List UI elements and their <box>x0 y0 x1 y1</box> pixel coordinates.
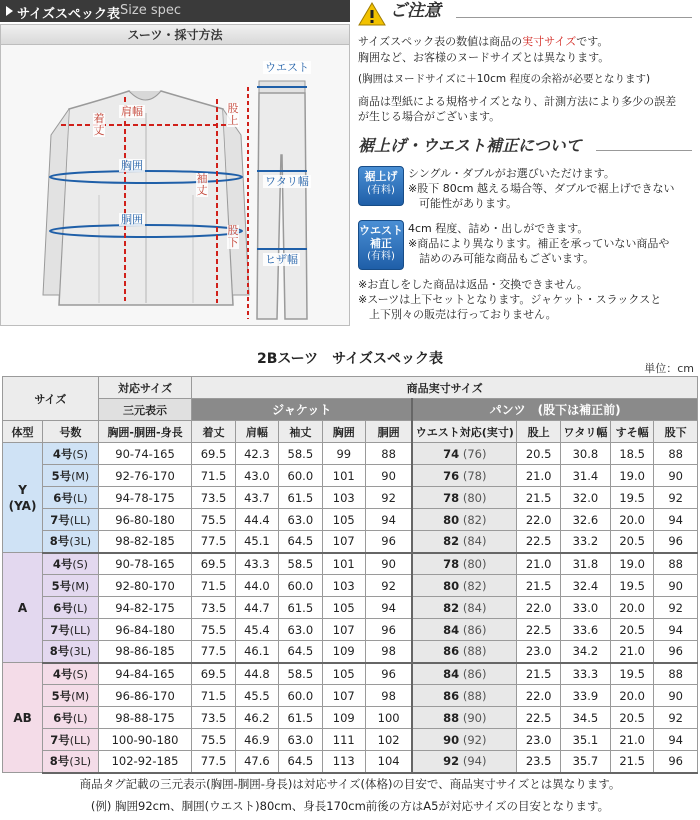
table-row <box>3 685 698 707</box>
cell-katahaba: 46.9 <box>235 729 278 751</box>
size-number: 6号(L) <box>43 597 99 619</box>
cell-watari: 33.2 <box>560 531 610 553</box>
table-row <box>3 487 698 509</box>
cell-susohaba: 21.0 <box>610 641 653 663</box>
unit-label: 単位：cm <box>644 362 694 375</box>
cell-kitake: 69.5 <box>192 663 235 685</box>
cell-yukitake: 60.0 <box>279 465 322 487</box>
warning-icon <box>358 2 386 26</box>
waist-adjust-text-3: 詰めのみ可能な商品もございます。 <box>408 252 595 265</box>
jacket-back-illustration <box>43 91 249 305</box>
cell-yukitake: 63.0 <box>279 619 322 641</box>
cell-waist: 82 (84) <box>412 597 517 619</box>
cell-susohaba: 20.5 <box>610 619 653 641</box>
cell-waist: 76 (78) <box>412 465 517 487</box>
cell-matagami: 21.5 <box>517 663 560 685</box>
th-jissun: 商品実寸サイズ <box>192 377 698 399</box>
table-row <box>3 465 698 487</box>
cell-matashita: 94 <box>654 619 698 641</box>
cell-watari: 31.8 <box>560 553 610 575</box>
label-yukitake: 袖丈 <box>196 172 208 197</box>
cell-waist: 78 (80) <box>412 487 517 509</box>
cell-matagami: 21.5 <box>517 487 560 509</box>
waist-adjust-badge: ウエスト 補正 (有料) <box>358 220 404 270</box>
cell-waist: 86 (88) <box>412 685 517 707</box>
cell-yukitake: 64.5 <box>279 641 322 663</box>
cell-sangen: 92-80-170 <box>98 575 192 597</box>
table-row <box>3 641 698 663</box>
th-col-4: 胴囲 <box>365 421 412 443</box>
hemming-badge: 裾上げ (有料) <box>358 166 404 206</box>
cell-munemawari: 105 <box>322 509 365 531</box>
cell-matashita: 96 <box>654 641 698 663</box>
cell-matagami: 23.0 <box>517 641 560 663</box>
hemming-text-2: ※股下 80cm 越える場合等、ダブルで裾上げできない <box>408 182 675 195</box>
cell-matashita: 92 <box>654 707 698 729</box>
cell-susohaba: 20.5 <box>610 531 653 553</box>
cell-kitake: 77.5 <box>192 641 235 663</box>
cell-yukitake: 63.0 <box>279 509 322 531</box>
cell-susohaba: 19.0 <box>610 553 653 575</box>
size-number: 6号(L) <box>43 707 99 729</box>
th-col-3: 胸囲 <box>322 421 365 443</box>
pants-illustration <box>257 81 307 319</box>
cell-watari: 30.8 <box>560 443 610 465</box>
notice-p1: サイズスペック表の数値は商品の実寸サイズです。 <box>358 35 609 48</box>
cell-dosomawari: 92 <box>365 575 412 597</box>
cell-yukitake: 61.5 <box>279 487 322 509</box>
cell-munemawari: 107 <box>322 685 365 707</box>
th-col-9: 股下 <box>654 421 698 443</box>
table-row <box>3 619 698 641</box>
cell-munemawari: 105 <box>322 663 365 685</box>
cell-yukitake: 58.5 <box>279 663 322 685</box>
table-row <box>3 575 698 597</box>
th-col-1: 肩幅 <box>235 421 278 443</box>
header-title-jp: サイズスペック表 <box>17 7 120 22</box>
size-number: 6号(L) <box>43 487 99 509</box>
cell-sangen: 98-86-185 <box>98 641 192 663</box>
th-size: サイズ <box>3 377 99 421</box>
cell-waist: 80 (82) <box>412 575 517 597</box>
cell-matagami: 22.5 <box>517 531 560 553</box>
cell-katahaba: 45.4 <box>235 619 278 641</box>
cell-kitake: 75.5 <box>192 509 235 531</box>
cell-yukitake: 61.5 <box>279 597 322 619</box>
cell-kitake: 75.5 <box>192 729 235 751</box>
cell-dosomawari: 96 <box>365 531 412 553</box>
cell-katahaba: 43.3 <box>235 553 278 575</box>
notice-divider <box>456 17 692 18</box>
cell-munemawari: 101 <box>322 553 365 575</box>
cell-kitake: 71.5 <box>192 575 235 597</box>
cell-munemawari: 111 <box>322 729 365 751</box>
cell-dosomawari: 102 <box>365 729 412 751</box>
cell-susohaba: 20.5 <box>610 707 653 729</box>
cell-waist: 74 (76) <box>412 443 517 465</box>
cell-matagami: 21.5 <box>517 575 560 597</box>
cell-susohaba: 18.5 <box>610 443 653 465</box>
cell-waist: 82 (84) <box>412 531 517 553</box>
cell-watari: 33.3 <box>560 663 610 685</box>
cell-watari: 34.5 <box>560 707 610 729</box>
header-row-3 <box>3 421 698 443</box>
cell-sangen: 98-82-185 <box>98 531 192 553</box>
table-row <box>3 729 698 751</box>
cell-katahaba: 44.8 <box>235 663 278 685</box>
cell-waist: 84 (86) <box>412 619 517 641</box>
cell-yukitake: 60.0 <box>279 575 322 597</box>
cell-katahaba: 44.7 <box>235 597 278 619</box>
measurement-panel <box>0 24 350 326</box>
cell-matagami: 23.5 <box>517 751 560 773</box>
cell-watari: 32.0 <box>560 487 610 509</box>
notice-p6a: ※スーツは上下セットとなります。ジャケット・スラックスと <box>358 293 662 306</box>
cell-katahaba: 42.3 <box>235 443 278 465</box>
cell-sangen: 90-78-165 <box>98 553 192 575</box>
alteration-title: 裾上げ・ウエスト補正について <box>358 136 582 155</box>
cell-susohaba: 20.0 <box>610 597 653 619</box>
cell-munemawari: 99 <box>322 443 365 465</box>
size-number: 4号(S) <box>43 443 99 465</box>
cell-sangen: 94-78-175 <box>98 487 192 509</box>
label-watari: ワタリ幅 <box>265 175 309 188</box>
cell-munemawari: 107 <box>322 619 365 641</box>
cell-sangen: 96-80-180 <box>98 509 192 531</box>
cell-waist: 92 (94) <box>412 751 517 773</box>
th-col-5: ウエスト対応(実寸) <box>412 421 517 443</box>
waist-adjust-text-2: ※商品により異なります。補正を承っていない商品や <box>408 237 670 250</box>
cell-matagami: 22.0 <box>517 685 560 707</box>
th-pants: パンツ (股下は補正前) <box>412 399 697 421</box>
cell-watari: 34.2 <box>560 641 610 663</box>
cell-susohaba: 20.0 <box>610 685 653 707</box>
notice-p5: ※お直しをした商品は返品・交換できません。 <box>358 278 588 291</box>
table-row <box>3 553 698 575</box>
table-row <box>3 663 698 685</box>
table-row <box>3 509 698 531</box>
cell-katahaba: 44.0 <box>235 575 278 597</box>
cell-susohaba: 21.5 <box>610 751 653 773</box>
header-row-2 <box>3 399 698 421</box>
cell-susohaba: 19.5 <box>610 663 653 685</box>
notice-p4b: が生じる場合がございます。 <box>358 110 501 123</box>
table-row <box>3 597 698 619</box>
notice-p3: (胸囲はヌードサイズに＋10cm 程度の余裕が必要となります) <box>358 73 651 85</box>
cell-matashita: 94 <box>654 509 698 531</box>
cell-watari: 32.6 <box>560 509 610 531</box>
cell-waist: 88 (90) <box>412 707 517 729</box>
cell-katahaba: 44.4 <box>235 509 278 531</box>
table-row <box>3 751 698 773</box>
size-number: 4号(S) <box>43 663 99 685</box>
cell-matashita: 88 <box>654 663 698 685</box>
cell-yukitake: 63.0 <box>279 729 322 751</box>
hemming-text-3: 可能性があります。 <box>408 197 518 210</box>
cell-matagami: 22.5 <box>517 707 560 729</box>
th-mune-do-shin: 胸囲-胴囲-身長 <box>98 421 192 443</box>
cell-matagami: 21.0 <box>517 465 560 487</box>
cell-dosomawari: 104 <box>365 751 412 773</box>
notice-p2: 胸囲など、お客様のヌードサイズとは異なります。 <box>358 51 610 64</box>
cell-matashita: 96 <box>654 751 698 773</box>
cell-yukitake: 61.5 <box>279 707 322 729</box>
cell-dosomawari: 94 <box>365 597 412 619</box>
label-dosomawari: 胴囲 <box>121 213 143 226</box>
cell-sangen: 90-74-165 <box>98 443 192 465</box>
header-title-en: Size spec <box>120 3 181 18</box>
cell-munemawari: 109 <box>322 641 365 663</box>
cell-munemawari: 103 <box>322 487 365 509</box>
th-col-7: ワタリ幅 <box>560 421 610 443</box>
cell-waist: 84 (86) <box>412 663 517 685</box>
label-katahaba: 肩幅 <box>121 105 143 118</box>
play-arrow-icon <box>6 6 13 16</box>
cell-watari: 31.4 <box>560 465 610 487</box>
cell-susohaba: 20.0 <box>610 509 653 531</box>
notice-p1-highlight: 実寸サイズ <box>522 35 577 48</box>
cell-yukitake: 64.5 <box>279 751 322 773</box>
th-gousu: 号数 <box>43 421 99 443</box>
cell-matashita: 88 <box>654 443 698 465</box>
th-col-2: 袖丈 <box>279 421 322 443</box>
cell-kitake: 69.5 <box>192 553 235 575</box>
cell-matashita: 88 <box>654 553 698 575</box>
notice-title: ご注意 <box>390 1 441 21</box>
size-number: 5号(M) <box>43 685 99 707</box>
cell-watari: 33.9 <box>560 685 610 707</box>
cell-dosomawari: 88 <box>365 443 412 465</box>
spec-table-body <box>3 443 698 773</box>
cell-dosomawari: 96 <box>365 663 412 685</box>
label-kitake: 着丈 <box>93 112 105 137</box>
th-taiou: 対応サイズ <box>98 377 192 399</box>
cell-watari: 35.7 <box>560 751 610 773</box>
cell-matagami: 22.5 <box>517 619 560 641</box>
cell-sangen: 94-84-165 <box>98 663 192 685</box>
measurement-title: スーツ・採寸方法 <box>1 25 349 45</box>
cell-dosomawari: 94 <box>365 509 412 531</box>
th-taikei: 体型 <box>3 421 43 443</box>
cell-matashita: 90 <box>654 685 698 707</box>
cell-matashita: 92 <box>654 597 698 619</box>
cell-kitake: 71.5 <box>192 465 235 487</box>
cell-dosomawari: 90 <box>365 465 412 487</box>
notice-panel <box>356 0 696 330</box>
cell-munemawari: 109 <box>322 707 365 729</box>
cell-yukitake: 58.5 <box>279 443 322 465</box>
th-sangen: 三元表示 <box>98 399 192 421</box>
cell-dosomawari: 96 <box>365 619 412 641</box>
cell-watari: 35.1 <box>560 729 610 751</box>
th-col-8: すそ幅 <box>610 421 653 443</box>
cell-matagami: 22.0 <box>517 597 560 619</box>
cell-katahaba: 46.1 <box>235 641 278 663</box>
th-col-0: 着丈 <box>192 421 235 443</box>
cell-susohaba: 19.0 <box>610 465 653 487</box>
table-row <box>3 531 698 553</box>
cell-sangen: 98-88-175 <box>98 707 192 729</box>
alteration-divider <box>596 150 692 151</box>
cell-matashita: 96 <box>654 531 698 553</box>
cell-munemawari: 101 <box>322 465 365 487</box>
cell-watari: 32.4 <box>560 575 610 597</box>
cell-waist: 86 (88) <box>412 641 517 663</box>
cell-dosomawari: 90 <box>365 553 412 575</box>
cell-susohaba: 19.5 <box>610 575 653 597</box>
table-row <box>3 707 698 729</box>
cell-dosomawari: 98 <box>365 685 412 707</box>
cell-yukitake: 64.5 <box>279 531 322 553</box>
cell-dosomawari: 92 <box>365 487 412 509</box>
cell-kitake: 73.5 <box>192 597 235 619</box>
cell-katahaba: 43.0 <box>235 465 278 487</box>
cell-kitake: 71.5 <box>192 685 235 707</box>
waist-adjust-text-1: 4cm 程度、詰め・出しができます。 <box>408 222 589 235</box>
label-matashita: 股下 <box>227 224 239 249</box>
size-number: 4号(S) <box>43 553 99 575</box>
size-number: 8号(3L) <box>43 751 99 773</box>
header-bar <box>0 0 350 22</box>
cell-dosomawari: 100 <box>365 707 412 729</box>
cell-matagami: 20.5 <box>517 443 560 465</box>
size-number: 7号(LL) <box>43 509 99 531</box>
cell-waist: 90 (92) <box>412 729 517 751</box>
cell-matashita: 90 <box>654 465 698 487</box>
cell-katahaba: 47.6 <box>235 751 278 773</box>
label-hizahaba: ヒザ幅 <box>265 253 298 266</box>
cell-kitake: 73.5 <box>192 487 235 509</box>
cell-matagami: 21.0 <box>517 553 560 575</box>
group-label: A <box>3 553 43 663</box>
cell-sangen: 100-90-180 <box>98 729 192 751</box>
cell-munemawari: 113 <box>322 751 365 773</box>
header-row-1 <box>3 377 698 399</box>
cell-matashita: 94 <box>654 729 698 751</box>
table-row <box>3 443 698 465</box>
spec-table-title: 2Bスーツ サイズスペック表 <box>256 351 444 367</box>
group-label: AB <box>3 663 43 773</box>
cell-watari: 33.0 <box>560 597 610 619</box>
cell-sangen: 102-92-185 <box>98 751 192 773</box>
size-number: 5号(M) <box>43 465 99 487</box>
cell-kitake: 77.5 <box>192 751 235 773</box>
cell-waist: 80 (82) <box>412 509 517 531</box>
size-number: 5号(M) <box>43 575 99 597</box>
cell-waist: 78 (80) <box>412 553 517 575</box>
label-waist: ウエスト <box>265 61 309 74</box>
footnote-2: (例) 胸囲92cm、胴囲(ウエスト)80cm、身長170cm前後の方はA5が対応サイズの目安となります。 <box>90 799 610 813</box>
cell-watari: 33.6 <box>560 619 610 641</box>
cell-munemawari: 105 <box>322 597 365 619</box>
cell-munemawari: 103 <box>322 575 365 597</box>
notice-p6b: 上下別々の販売は行っておりません。 <box>358 308 557 321</box>
cell-sangen: 92-76-170 <box>98 465 192 487</box>
cell-matagami: 22.0 <box>517 509 560 531</box>
cell-matashita: 90 <box>654 575 698 597</box>
cell-kitake: 73.5 <box>192 707 235 729</box>
cell-kitake: 75.5 <box>192 619 235 641</box>
cell-matashita: 92 <box>654 487 698 509</box>
cell-katahaba: 46.2 <box>235 707 278 729</box>
th-jacket: ジャケット <box>192 399 412 421</box>
size-number: 8号(3L) <box>43 531 99 553</box>
label-munemawari: 胸囲 <box>121 159 143 172</box>
cell-yukitake: 58.5 <box>279 553 322 575</box>
cell-kitake: 69.5 <box>192 443 235 465</box>
hemming-text-1: シングル・ダブルがお選びいただけます。 <box>408 167 615 180</box>
size-number: 8号(3L) <box>43 641 99 663</box>
size-number: 7号(LL) <box>43 729 99 751</box>
cell-munemawari: 107 <box>322 531 365 553</box>
cell-katahaba: 43.7 <box>235 487 278 509</box>
th-col-6: 股上 <box>517 421 560 443</box>
cell-kitake: 77.5 <box>192 531 235 553</box>
cell-yukitake: 60.0 <box>279 685 322 707</box>
group-label: Y (YA) <box>3 443 43 553</box>
footnote-1: 商品タグ記載の三元表示(胸囲-胴囲-身長)は対応サイズ(体格)の目安で、商品実寸サイズとは異なります。 <box>79 777 621 791</box>
cell-sangen: 94-82-175 <box>98 597 192 619</box>
label-matagami: 股上 <box>227 102 239 127</box>
cell-dosomawari: 98 <box>365 641 412 663</box>
cell-katahaba: 45.1 <box>235 531 278 553</box>
cell-susohaba: 19.5 <box>610 487 653 509</box>
size-spec-table <box>2 376 698 774</box>
notice-p4a: 商品は型紙による規格サイズとなり、計測方法により多少の誤差 <box>358 95 677 108</box>
size-number: 7号(LL) <box>43 619 99 641</box>
cell-sangen: 96-84-180 <box>98 619 192 641</box>
cell-susohaba: 21.0 <box>610 729 653 751</box>
cell-katahaba: 45.5 <box>235 685 278 707</box>
cell-matagami: 23.0 <box>517 729 560 751</box>
cell-sangen: 96-86-170 <box>98 685 192 707</box>
